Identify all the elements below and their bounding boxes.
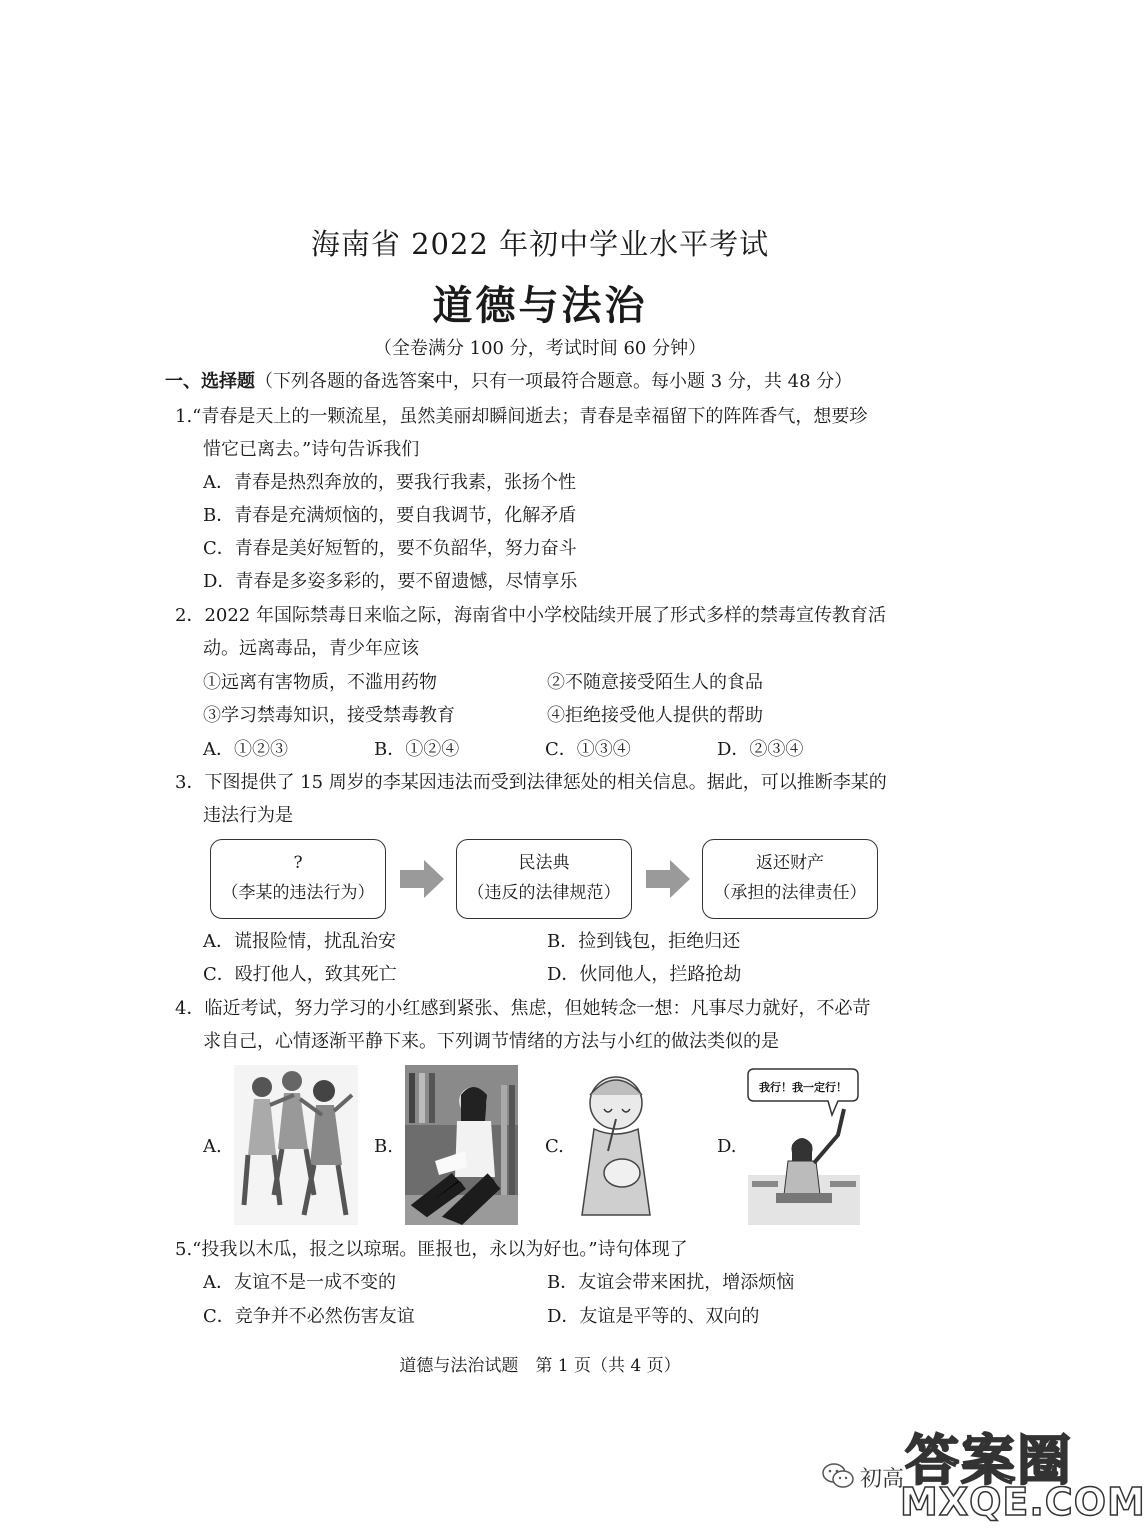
q2-option-d: D．②③④ (717, 739, 804, 760)
section-heading (165, 370, 852, 394)
flow-box-3-top: 返还财产 (756, 853, 824, 873)
flow-box-3-bottom: （承担的法律责任） (713, 883, 867, 903)
page-footer: 道德与法治试题 第 1 页（共 4 页） (399, 1356, 681, 1376)
q2-option-c: C．①③④ (545, 739, 631, 760)
q2-statement-4: ④拒绝接受他人提供的帮助 (547, 705, 763, 726)
q3-option-b: B．捡到钱包，拒绝归还 (547, 931, 741, 952)
crying-woman-illustration (576, 1065, 664, 1225)
flow-box-law (456, 839, 632, 919)
q2-statement-1: ①远离有害物质，不滥用药物 (203, 672, 437, 693)
q5-option-a: A．友谊不是一成不变的 (203, 1272, 396, 1293)
q1-option-c: C．青春是美好短暂的，要不负韶华，努力奋斗 (203, 538, 577, 559)
arrow-right-icon (400, 860, 444, 898)
exam-note: （全卷满分 100 分，考试时间 60 分钟） (373, 338, 707, 359)
flow-box-2-top: 民法典 (518, 853, 570, 873)
q5-option-d: D．友谊是平等的、双向的 (547, 1306, 760, 1327)
exam-title: 海南省 2022 年初中学业水平考试 (310, 227, 770, 261)
q1-stem-line2: 惜它已离去。”诗句告诉我们 (203, 439, 420, 460)
flow-box-1-bottom: （李某的违法行为） (221, 883, 375, 903)
flow-box-2-bottom: （违反的法律规范） (467, 883, 621, 903)
q2-statement-3: ③学习禁毒知识，接受禁毒教育 (203, 705, 455, 726)
q4-option-d-label: D. (717, 1136, 737, 1157)
reading-girl-photo (405, 1065, 518, 1225)
section-label: 一、选择题 (165, 371, 255, 392)
watermark-logo-text: 答案圈 (905, 1429, 1073, 1492)
arrow-right-icon (646, 860, 690, 898)
q3-option-d: D．伙同他人，拦路抢劫 (547, 964, 742, 985)
watermark-text: 初高 (860, 1467, 905, 1492)
q2-option-a: A．①②③ (203, 739, 288, 760)
q3-stem-line1: 3．下图提供了 15 周岁的李某因违法而受到法律惩处的相关信息。据此，可以推断李某的 (175, 772, 887, 793)
q4-option-b-label: B. (374, 1136, 393, 1157)
q5-stem-line1: 5.“投我以木瓜，报之以琼琚。匪报也，永以为好也。”诗句体现了 (175, 1239, 688, 1260)
q1-option-d: D．青春是多姿多彩的，要不留遗憾，尽情享乐 (203, 571, 578, 592)
q4-option-c-label: C. (545, 1136, 564, 1157)
q2-statement-2: ②不随意接受陌生人的食品 (547, 672, 763, 693)
wechat-icon (822, 1462, 854, 1490)
q5-option-b: B．友谊会带来困扰，增添烦恼 (547, 1272, 795, 1293)
q2-stem-line1: 2．2022 年国际禁毒日来临之际，海南省中小学校陆续开展了形式多样的禁毒宣传教育活 (175, 605, 886, 626)
section-instructions: （下列各题的备选答案中，只有一项最符合题意。每小题 3 分，共 48 分） (255, 371, 853, 392)
speech-bubble-text: 我行！我一定行！ (759, 1081, 847, 1094)
subject-title: 道德与法治 (432, 282, 648, 329)
q3-option-a: A．谎报险情，扰乱治安 (203, 931, 396, 952)
q3-stem-line2: 违法行为是 (203, 805, 293, 826)
q5-option-c: C．竞争并不必然伤害友谊 (203, 1306, 415, 1327)
dancing-girls-illustration (234, 1065, 358, 1225)
confident-student-illustration (748, 1065, 860, 1225)
q4-stem-line1: 4．临近考试，努力学习的小红感到紧张、焦虑，但她转念一想：凡事尽力就好，不必苛 (175, 998, 871, 1019)
q2-option-b: B．①②④ (374, 739, 460, 760)
q1-stem-line1: 1.“青春是天上的一颗流星，虽然美丽却瞬间逝去；青春是幸福留下的阵阵香气，想要珍 (175, 406, 868, 427)
flow-box-illegal-act (210, 839, 386, 919)
q2-stem-line2: 动。远离毒品，青少年应该 (203, 638, 419, 659)
watermark-url: MXQE.COM (900, 1480, 1146, 1524)
q1-option-a: A．青春是热烈奔放的，要我行我素，张扬个性 (203, 472, 576, 493)
q4-option-a-label: A. (203, 1136, 222, 1157)
q3-option-c: C．殴打他人，致其死亡 (203, 964, 397, 985)
q1-option-b: B．青春是充满烦恼的，要自我调节，化解矛盾 (203, 505, 577, 526)
flow-box-1-top: ? (293, 853, 303, 873)
flow-box-liability (702, 839, 878, 919)
q4-stem-line2: 求自己，心情逐渐平静下来。下列调节情绪的方法与小红的做法类似的是 (203, 1031, 779, 1052)
